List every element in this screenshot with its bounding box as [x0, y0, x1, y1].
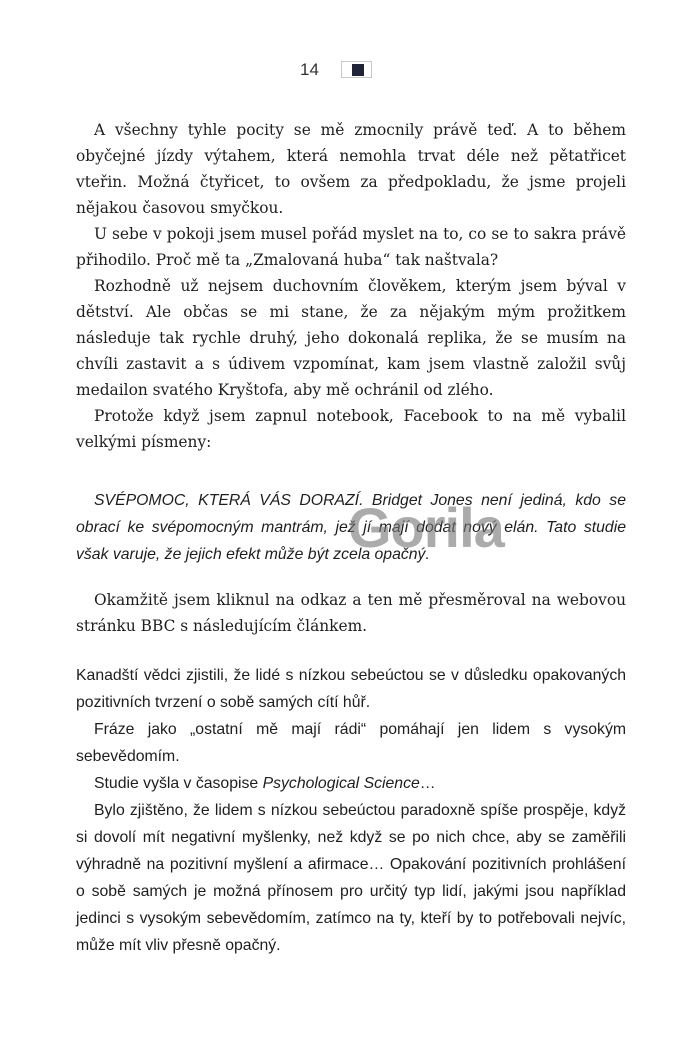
narrative-section: [76, 117, 626, 455]
page-header: [0, 58, 700, 84]
article-paragraph: Kanadští vědci zjistili, že lidé s nízkou sebeúctou se v důsledku opakovaných pozitivních tvrzení o sobě samých cítí hůř.: [76, 667, 626, 711]
journal-suffix: …: [419, 775, 436, 792]
article-paragraph: Bylo zjištěno, že lidem s nízkou sebeúctou paradoxně spíše prospěje, když si dovolí mít negativní myšlenky, než když se po nich chce, aby se zaměřili výhradně na pozitivní myšlení a afirmace… Opakování pozitivních prohlášení o sobě samých je možná přínosem pro určitý typ lidí, jakými jsou například jedinci s vysokým sebevědomím, zatímco na ty, kteří by to potřebovali nejvíc, může mít vliv přesně opačný.: [76, 802, 626, 954]
paragraph: A všechny tyhle pocity se mě zmocnily právě teď. A to během obyčejné jízdy výtahem, která nemohla trvat déle než pětatřicet vteřin. Možná čtyřicet, to ovšem za předpokladu, že jsme projeli nějakou časovou smyčkou.: [76, 121, 626, 217]
paragraph: Okamžitě jsem kliknul na odkaz a ten mě přesměroval na webovou stránku BBC s následujícím článkem.: [76, 591, 626, 635]
marker-square: [352, 64, 364, 76]
journal-name: Psychological Science: [262, 775, 420, 792]
page-number: 14: [300, 60, 319, 79]
quote-text: SVÉPOMOC, KTERÁ VÁS DORAZÍ. Bridget Jones není jediná, kdo se obrací ke svépomocným mantrám, jež jí mají dodat nový elán. Tato studie však varuje, že jejich efekt může být zcela opačný.: [76, 492, 626, 563]
paragraph: Protože když jsem zapnul notebook, Facebook to na mě vybalil velkými písmeny:: [76, 407, 626, 451]
article-paragraph: Fráze jako „ostatní mě mají rádi“ pomáhají jen lidem s vysokým sebevědomím.: [76, 721, 626, 765]
page-marker-icon: [341, 61, 372, 78]
gorila-watermark: Gorila: [348, 496, 504, 559]
bbc-article: [76, 662, 626, 959]
journal-prefix: Studie vyšla v časopise: [94, 775, 263, 792]
narrative-section-2: [76, 587, 626, 639]
article-paragraph: [76, 770, 626, 797]
paragraph: U sebe v pokoji jsem musel pořád myslet na to, co se to sakra právě přihodilo. Proč mě ta „Zmalovaná huba“ tak naštvala?: [76, 225, 626, 269]
paragraph: Rozhodně už nejsem duchovním člověkem, kterým jsem býval v dětství. Ale občas se mi stane, že za nějakým mým prožitkem následuje tak rychle druhý, jeho dokonalá replika, že se musím na chvíli zastavit a s údivem vzpomínat, kam jsem vlastně založil svůj medailon svatého Kryštofa, aby mě ochránil od zlého.: [76, 277, 626, 399]
